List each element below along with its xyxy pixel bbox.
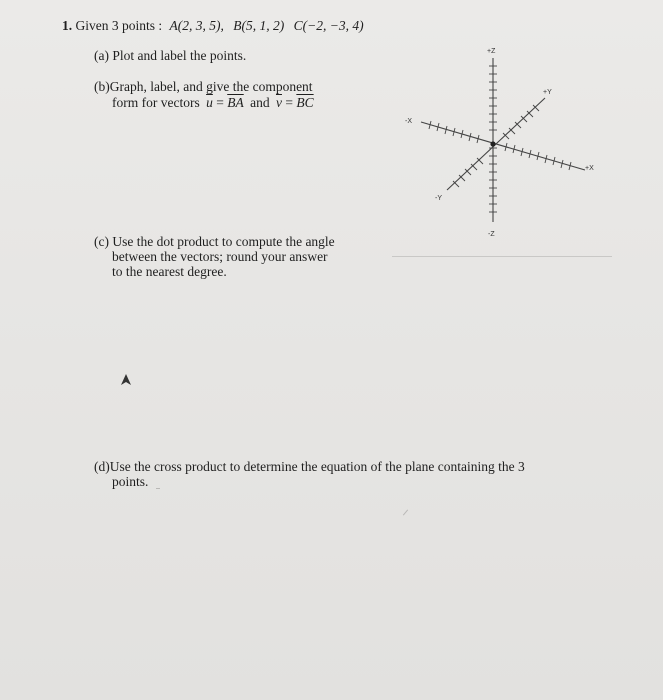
- question-number: 1.: [62, 18, 73, 33]
- vector-ba: $\overline{BA}$: [227, 95, 244, 110]
- and-word: and: [250, 95, 270, 110]
- pencil-mark: [156, 488, 160, 489]
- part-c-label: (c): [94, 234, 109, 249]
- part-c-line-1: [94, 234, 335, 250]
- part-b-label: (b): [94, 79, 110, 94]
- part-d-line-1: [94, 459, 525, 475]
- part-b-text-1: Graph, label, and give the component: [109, 79, 313, 94]
- z-axis: [489, 58, 497, 222]
- neg-y-label: -Y: [435, 195, 442, 202]
- y-axis-ticks: [453, 105, 539, 187]
- part-b-line-2: [112, 95, 314, 111]
- part-c-text-1: Use the dot product to compute the angle: [112, 234, 335, 249]
- question-intro: Given 3 points :: [75, 18, 163, 33]
- equals-sign-2: =: [285, 95, 293, 110]
- part-d-text-1: Use the cross product to determine the equation of the plane containing the 3: [109, 459, 525, 474]
- pos-x-label: +X: [585, 165, 594, 172]
- point-b: B(5, 1, 2): [233, 18, 285, 33]
- part-a: [94, 48, 246, 64]
- y-axis: [447, 98, 545, 190]
- part-d-label: (d): [94, 459, 110, 474]
- part-b-line-1: [94, 79, 313, 95]
- cursor-icon: [120, 373, 132, 387]
- pos-y-label: +Y: [543, 89, 552, 96]
- part-c-line-2: between the vectors; round your answer: [112, 249, 328, 264]
- x-axis: [421, 121, 585, 170]
- pos-z-label: +Z: [487, 48, 496, 55]
- faint-rule: [392, 256, 612, 257]
- point-c: C(−2, −3, 4): [293, 18, 364, 33]
- vector-bc: $\overline{BC}$: [296, 95, 314, 110]
- part-a-label: (a): [94, 48, 109, 63]
- neg-z-label: -Z: [488, 231, 495, 238]
- pencil-mark: [403, 509, 408, 515]
- equals-sign-1: =: [216, 95, 224, 110]
- neg-x-label: -X: [405, 118, 412, 125]
- vector-v: $\overline{v}$: [275, 95, 282, 110]
- part-a-text: Plot and label the points.: [112, 48, 247, 63]
- y-axis-line: [447, 98, 545, 190]
- question-header: [62, 18, 364, 34]
- origin-point: [490, 141, 495, 146]
- part-b-text-2: form for vectors: [112, 95, 200, 110]
- point-a: A(2, 3, 5),: [169, 18, 224, 33]
- part-c-line-3: to the nearest degree.: [112, 264, 227, 279]
- vector-u: $\overline{u}$: [206, 95, 213, 110]
- part-d-line-2: points.: [112, 474, 149, 489]
- axes-diagram: [395, 40, 615, 250]
- x-axis-line: [421, 122, 585, 170]
